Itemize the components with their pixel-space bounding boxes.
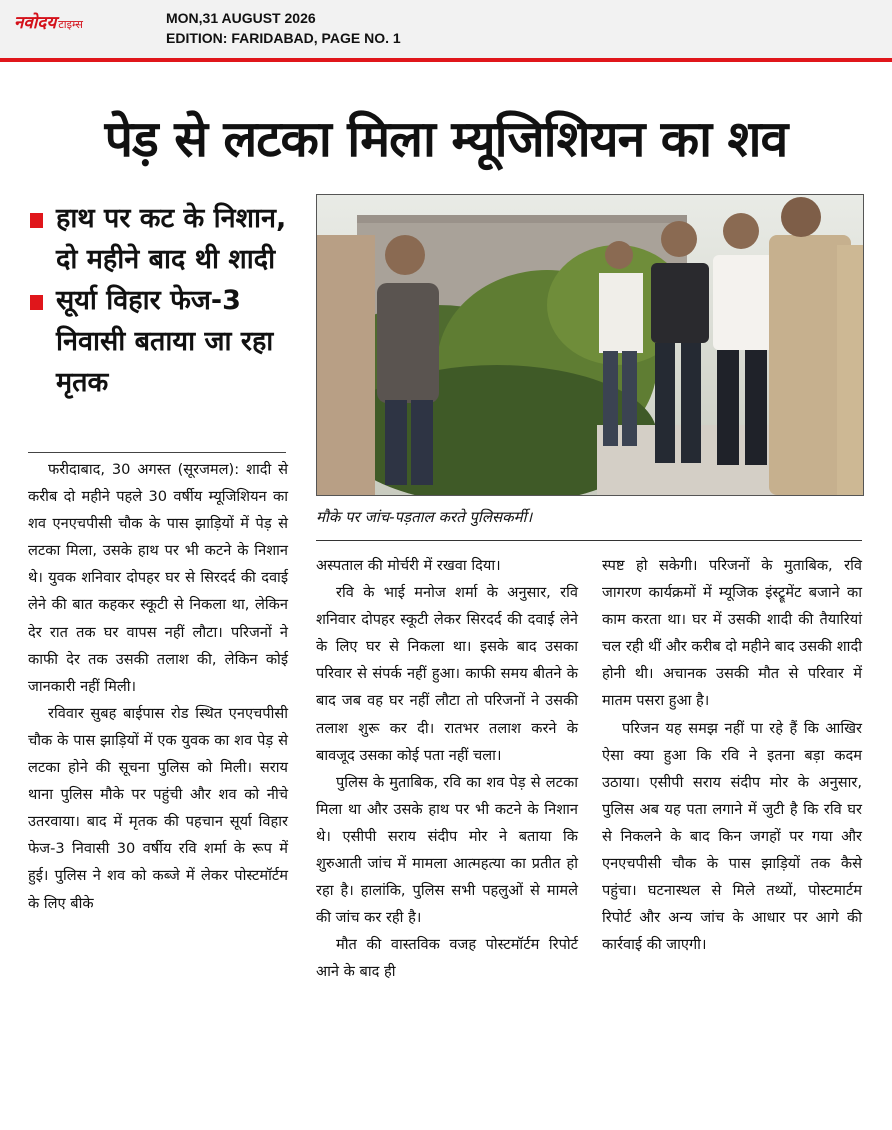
photo-caption: मौके पर जांच-पड़ताल करते पुलिसकर्मी।	[316, 508, 533, 526]
caption-divider	[316, 540, 862, 541]
paragraph: रवि के भाई मनोज शर्मा के अनुसार, रवि शनिवार दोपहर स्कूटी लेकर सिरदर्द की दवाई लेने के लिए घर से निकला था। इसके बाद उसका परिवार से संपर्क नहीं हुआ। काफी समय बीतने के बाद जब वह घर नहीं लौटा तो परिजनों ने उसकी तलाश शुरू कर दी। रातभर तलाश करने के बावजूद उसका कोई पता नहीं चला।	[316, 584, 578, 764]
paragraph: रविवार सुबह बाईपास रोड स्थित एनएचपीसी चौक के पास झाड़ियों में एक युवक का शव पेड़ से लटका होने की सूचना पुलिस को मिली। सराय थाना पुलिस मौके पर पहुंची और शव को नीचे उतरवाया। बाद में मृतक की पहचान सूर्या विहार फेज-3 निवासी 30 वर्षीय रवि शर्मा के रूप में हुई। पुलिस ने शव को कब्जे में लेकर पोस्टमॉर्टम के लिए बीके	[28, 704, 288, 912]
red-square-icon	[30, 213, 43, 228]
red-square-icon	[30, 295, 43, 310]
paragraph: पुलिस के मुताबिक, रवि का शव पेड़ से लटका मिला था और उसके हाथ पर भी कटने के निशान थे। एसीपी सराय संदीप मोर ने बताया कि शुरुआती जांच में मामला आत्महत्या का प्रतीत हो रहा है। हालांकि, पुलिस सभी पहलुओं से मामले की जांच कर रही है।	[316, 773, 578, 927]
paragraph: मौत की वास्तविक वजह पोस्टमॉर्टम रिपोर्ट आने के बाद ही	[316, 936, 578, 981]
news-photo	[316, 194, 864, 496]
headline: पेड़ से लटका मिला म्यूजिशियन का शव	[104, 110, 788, 168]
police-scene-image	[317, 195, 863, 495]
bullet-2	[30, 280, 300, 403]
article-column-2	[316, 552, 578, 986]
paragraph: फरीदाबाद, 30 अगस्त (सूरजमल): शादी से करीब दो महीने पहले 30 वर्षीय म्यूजिशियन का शव एनएचपीसी चौक के पास झाड़ियों में पेड़ से लटका मिला, उसके हाथ पर भी कटने के निशान थे। युवक शनिवार दोपहर घर से सिरदर्द की दवाई लेने की बात कहकर स्कूटी से निकला था, लेकिन देर रात तक घर वापस नहीं लौटा। परिजनों ने काफी देर तक उसकी तलाश की, लेकिन कोई जानकारी नहीं मिली।	[28, 461, 288, 695]
logo-main: नवोदय	[14, 13, 57, 33]
logo-sub: टाइम्स	[58, 18, 83, 31]
bullet-text: हाथ पर कट के निशान, दो महीने बाद थी शादी	[56, 203, 287, 275]
bullets-divider	[28, 452, 286, 453]
subheadline-bullets	[30, 198, 300, 403]
issue-date: MON,31 AUGUST 2026	[166, 10, 316, 26]
edition-page: EDITION: FARIDABAD, PAGE NO. 1	[166, 30, 401, 46]
masthead-bar	[0, 0, 892, 58]
newspaper-logo	[14, 10, 83, 34]
paragraph: स्पष्ट हो सकेगी। परिजनों के मुताबिक, रवि जागरण कार्यक्रमों में म्यूजिक इंस्ट्रूमेंट बजाने का काम करता था। घर में उसकी शादी की तैयारियां चल रही थीं और करीब दो महीने बाद उसकी शादी होनी थी। अचानक उसकी मौत से परिवार में मातम पसरा हुआ है।	[602, 557, 862, 710]
paragraph: परिजन यह समझ नहीं पा रहे हैं कि आखिर ऐसा क्या हुआ कि रवि ने इतना बड़ा कदम उठाया। एसीपी सराय संदीप मोर के अनुसार, पुलिस अब यह पता लगाने में जुटी है कि रवि घर से निकलने के बाद किन जगहों पर गया और एनएचपीसी चौक के पास झाड़ियों तक कैसे पहुंचा। घटनास्थल से मिले तथ्यों, पोस्टमार्टम रिपोर्ट और अन्य जांच के आधार पर आगे की कार्रवाई की जाएगी।	[602, 719, 862, 954]
masthead-divider	[0, 58, 892, 62]
bullet-1	[30, 198, 300, 280]
paragraph: अस्पताल की मोर्चरी में रखवा दिया।	[316, 557, 501, 574]
edition-info	[166, 8, 401, 48]
article-column-3	[602, 552, 862, 958]
bullet-text: सूर्या विहार फेज-3 निवासी बताया जा रहा मृतक	[56, 285, 274, 398]
article-column-1	[28, 456, 288, 917]
